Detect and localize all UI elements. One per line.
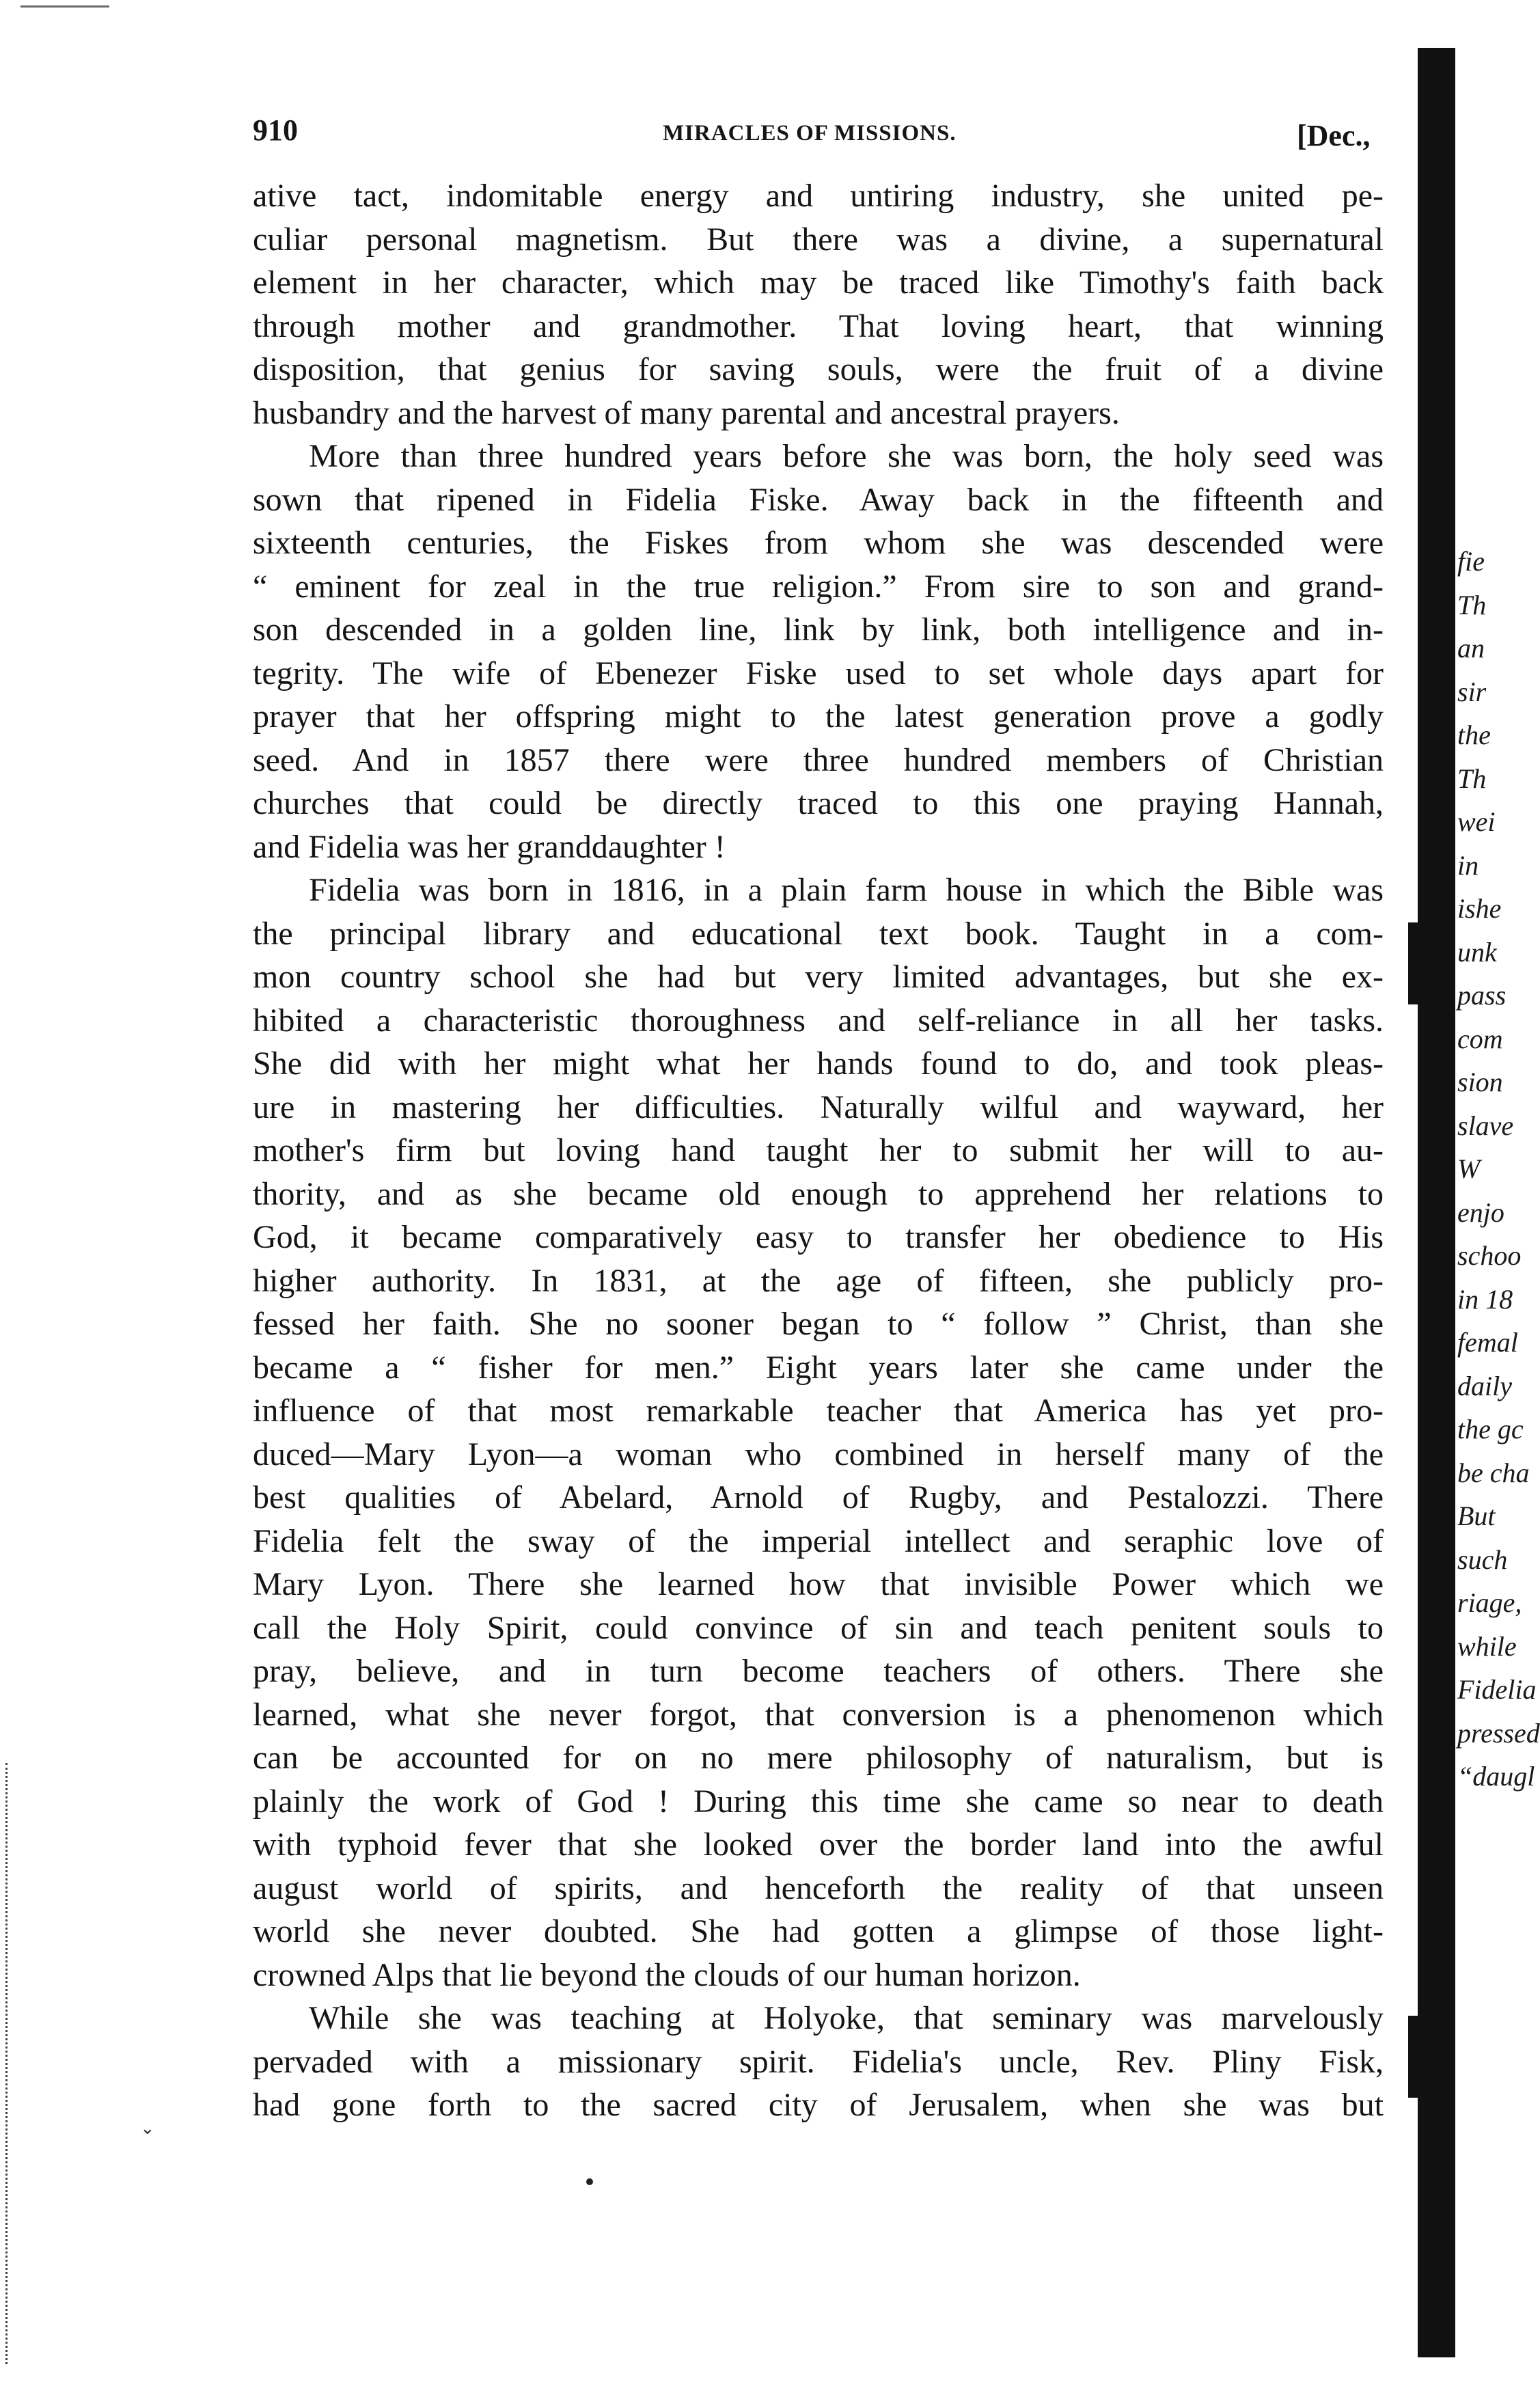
fragment: the gc bbox=[1457, 1414, 1524, 1444]
running-head bbox=[253, 113, 1414, 174]
body-text bbox=[253, 174, 1414, 2127]
book-page bbox=[253, 113, 1414, 2127]
running-title: MIRACLES OF MISSIONS. bbox=[663, 121, 957, 146]
fragment: ishe bbox=[1457, 893, 1502, 924]
fragment: in bbox=[1457, 849, 1479, 881]
text-line: prayer that her offspring might to the latest generation prove a godly bbox=[253, 698, 1384, 735]
text-line: became a “ fisher for men.” Eight years later she came under the bbox=[253, 1349, 1384, 1386]
text-line: higher authority. In 1831, at the age of fifteen, she publicly pro- bbox=[253, 1262, 1384, 1299]
text-line: through mother and grandmother. That loving heart, that winning bbox=[253, 307, 1384, 344]
page-number: 910 bbox=[253, 113, 298, 147]
fragment: W bbox=[1457, 1153, 1481, 1184]
text-line: hibited a characteristic thoroughness and self-reliance in all her tasks. bbox=[253, 1002, 1384, 1039]
text-line: seed. And in 1857 there were three hundred members of Christian bbox=[253, 741, 1384, 778]
fragment: the bbox=[1457, 720, 1491, 750]
text-line: churches that could be directly traced to this one praying Hannah, bbox=[253, 785, 1384, 821]
text-line: element in her character, which may be traced like Timothy's faith back bbox=[253, 264, 1384, 301]
fragment: in 18 bbox=[1457, 1283, 1513, 1315]
text-line: call the Holy Spirit, could convince of sin and teach penitent souls to bbox=[253, 1609, 1384, 1646]
fragment: slave bbox=[1457, 1110, 1514, 1141]
text-line: the principal library and educational text book. Taught in a com- bbox=[253, 915, 1384, 952]
paragraph-start: Fidelia was born in 1816, in a plain farm house in which the Bible was bbox=[309, 872, 1384, 908]
scan-artifact-dot bbox=[586, 2178, 593, 2185]
text-line: world she never doubted. She had gotten a glimpse of those light- bbox=[253, 1913, 1384, 1949]
fragment: enjo bbox=[1457, 1196, 1504, 1228]
fragment: pressed bbox=[1457, 1717, 1540, 1749]
fragment: wei bbox=[1457, 806, 1496, 837]
text-line: pray, believe, and in turn become teachers of others. There she bbox=[253, 1653, 1384, 1689]
text-line: learned, what she never forgot, that conversion is a phenomenon which bbox=[253, 1696, 1384, 1733]
running-date: [Dec., bbox=[1297, 119, 1371, 152]
fragment: sion bbox=[1457, 1067, 1503, 1097]
binding-shadow bbox=[1418, 48, 1455, 2357]
text-line: fessed her faith. She no sooner began to “ follow ” Christ, than she bbox=[253, 1306, 1384, 1342]
fragment: while bbox=[1457, 1630, 1517, 1662]
fragment: pass bbox=[1457, 980, 1507, 1011]
text-line: God, it became comparatively easy to transfer her obedience to His bbox=[253, 1219, 1384, 1255]
text-line: mother's firm but loving hand taught her to submit her will to au- bbox=[253, 1132, 1384, 1168]
text-line: sixteenth centuries, the Fiskes from whom she was descended were bbox=[253, 525, 1384, 561]
fragment: an bbox=[1457, 633, 1485, 663]
text-line: Mary Lyon. There she learned how that invisible Power which we bbox=[253, 1566, 1384, 1602]
scan-artifact-edge-marks bbox=[5, 1763, 17, 2364]
fragment: Th bbox=[1457, 589, 1487, 620]
text-line: tegrity. The wife of Ebenezer Fiske used to set whole days apart for bbox=[253, 655, 1384, 691]
paragraph-start: While she was teaching at Holyoke, that seminary was marvelously bbox=[309, 2000, 1384, 2036]
text-line: ure in mastering her difficulties. Naturally wilful and wayward, her bbox=[253, 1088, 1384, 1125]
text-line: mon country school she had but very limited advantages, but she ex- bbox=[253, 959, 1384, 995]
binding-shadow-notch bbox=[1408, 2016, 1422, 2098]
text-line: can be accounted for on no mere philosophy of naturalism, but is bbox=[253, 1740, 1384, 1776]
fragment: But bbox=[1457, 1501, 1496, 1531]
fragment: daily bbox=[1457, 1370, 1512, 1401]
text-line: husbandry and the harvest of many parental and ancestral prayers. bbox=[253, 394, 1120, 431]
text-line: crowned Alps that lie beyond the clouds of our human horizon. bbox=[253, 1956, 1081, 1993]
fragment: fie bbox=[1457, 546, 1485, 577]
text-line: son descended in a golden line, link by link, both intelligence and in- bbox=[253, 612, 1384, 648]
text-line: “ eminent for zeal in the true religion.” From sire to son and grand- bbox=[253, 568, 1384, 605]
text-line: Fidelia felt the sway of the imperial intellect and seraphic love of bbox=[253, 1522, 1384, 1559]
text-line: sown that ripened in Fidelia Fiske. Away back in the fifteenth and bbox=[253, 481, 1384, 518]
scan-artifact-caret: ⌄ bbox=[140, 2118, 155, 2139]
text-line: best qualities of Abelard, Arnold of Rugby, and Pestalozzi. There bbox=[253, 1479, 1384, 1516]
text-line: thority, and as she became old enough to apprehend her relations to bbox=[253, 1175, 1384, 1212]
fragment: unk bbox=[1457, 936, 1497, 968]
fragment: Fidelia bbox=[1457, 1674, 1537, 1705]
text-line: plainly the work of God ! During this time she came so near to death bbox=[253, 1783, 1384, 1820]
text-line: influence of that most remarkable teacher that America has yet pro- bbox=[253, 1393, 1384, 1429]
text-line: and Fidelia was her granddaughter ! bbox=[253, 828, 726, 865]
paragraph-start: More than three hundred years before she was born, the holy seed was bbox=[309, 438, 1384, 474]
text-line: disposition, that genius for saving souls, were the fruit of a divine bbox=[253, 351, 1384, 387]
binding-shadow-notch bbox=[1408, 922, 1422, 1004]
facing-page-fragments bbox=[1457, 540, 1540, 1798]
fragment: sir bbox=[1457, 676, 1487, 707]
fragment: such bbox=[1457, 1544, 1508, 1575]
text-line: had gone forth to the sacred city of Jerusalem, when she was but bbox=[253, 2087, 1384, 2123]
fragment: com bbox=[1457, 1023, 1503, 1054]
text-line: pervaded with a missionary spirit. Fidelia's uncle, Rev. Pliny Fisk, bbox=[253, 2043, 1384, 2080]
scan-artifact-dash bbox=[20, 5, 109, 8]
text-line: She did with her might what her hands found to do, and took pleas- bbox=[253, 1045, 1384, 1082]
fragment: riage, bbox=[1457, 1587, 1522, 1618]
fragment: “daugl bbox=[1457, 1761, 1535, 1792]
fragment: schoo bbox=[1457, 1240, 1522, 1271]
text-line: culiar personal magnetism. But there was a divine, a supernatural bbox=[253, 221, 1384, 258]
fragment: femal bbox=[1457, 1327, 1518, 1358]
fragment: Th bbox=[1457, 763, 1487, 794]
text-line: with typhoid fever that she looked over the border land into the awful bbox=[253, 1826, 1384, 1863]
text-line: august world of spirits, and henceforth the reality of that unseen bbox=[253, 1869, 1384, 1906]
text-line: ative tact, indomitable energy and untiring industry, she united pe- bbox=[253, 178, 1384, 214]
text-line: duced—Mary Lyon—a woman who combined in herself many of the bbox=[253, 1436, 1384, 1473]
fragment: be cha bbox=[1457, 1457, 1530, 1488]
